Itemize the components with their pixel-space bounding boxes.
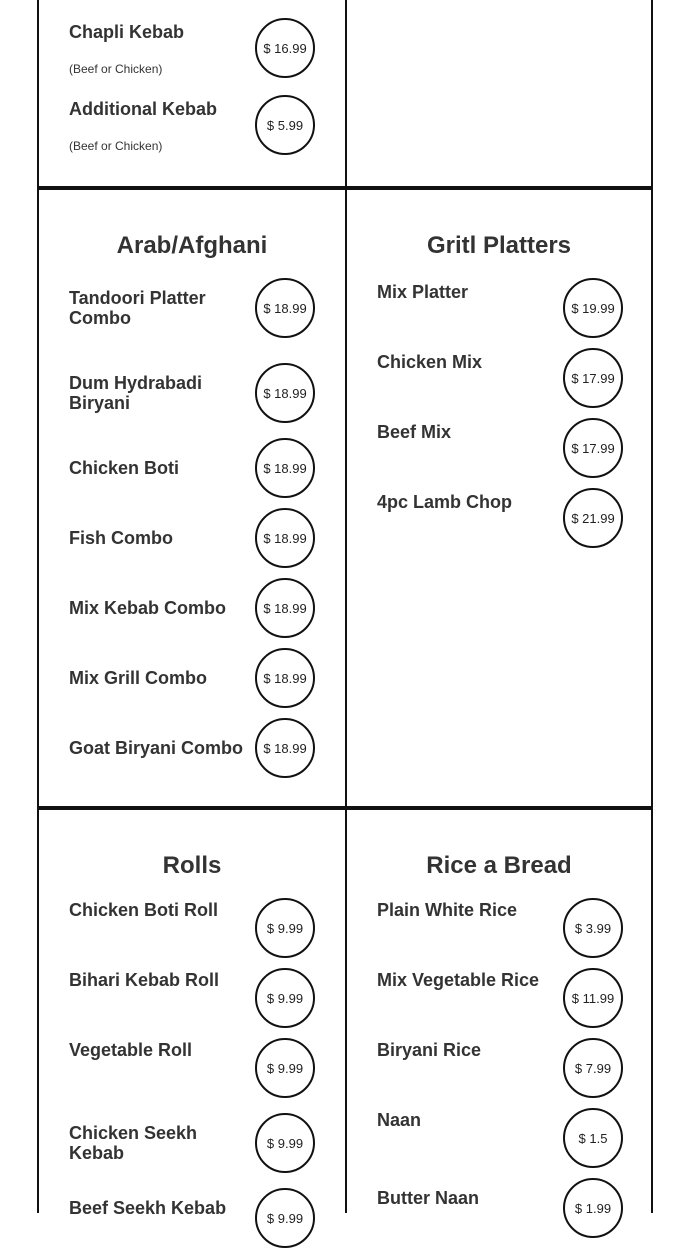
item-note: (Beef or Chicken) [69, 62, 163, 76]
item-name: Additional Kebab [69, 99, 217, 119]
section-title: Rice a Bread [426, 852, 572, 879]
menu-item [377, 348, 623, 408]
item-name: Dum Hydrabadi Biryani [69, 373, 203, 413]
price-badge: $ 1.99 [563, 1178, 623, 1238]
panel-arab-afghani [37, 190, 345, 810]
menu-item [377, 1178, 623, 1238]
item-name: Goat Biryani Combo [69, 738, 244, 758]
menu-item [377, 1038, 623, 1098]
menu-item-chapli-kebab [69, 18, 315, 78]
price-badge: $ 9.99 [255, 1038, 315, 1098]
price-badge: $ 17.99 [563, 418, 623, 478]
price-badge: $ 18.99 [255, 578, 315, 638]
item-name: Chicken Seekh Kebab [69, 1123, 198, 1163]
menu-item [69, 278, 315, 338]
item-name: Chicken Boti [69, 458, 180, 478]
menu-item [69, 508, 315, 568]
item-name: Vegetable Roll [69, 1040, 193, 1060]
price-badge: $ 5.99 [255, 95, 315, 155]
price-badge: $ 18.99 [255, 363, 315, 423]
price-badge: $ 19.99 [563, 278, 623, 338]
section-title: Gritl Platters [426, 232, 572, 259]
menu-item [69, 438, 315, 498]
section-title: Arab/Afghani [116, 232, 268, 259]
price-badge: $ 18.99 [255, 648, 315, 708]
menu-item [69, 1113, 315, 1173]
item-name: Bihari Kebab Roll [69, 970, 220, 990]
menu-item [377, 418, 623, 478]
price-badge: $ 21.99 [563, 488, 623, 548]
panel-rice-bread [345, 810, 653, 1216]
price-badge: $ 18.99 [255, 718, 315, 778]
item-name: Biryani Rice [377, 1040, 482, 1060]
item-name: 4pc Lamb Chop [377, 492, 513, 512]
menu-item [377, 278, 623, 338]
menu-item [69, 578, 315, 638]
price-badge: $ 1.5 [563, 1108, 623, 1168]
menu-item [377, 898, 623, 958]
item-name: Chicken Boti Roll [69, 900, 219, 920]
price-badge: $ 18.99 [255, 508, 315, 568]
item-name: Mix Platter [377, 282, 469, 302]
price-badge: $ 9.99 [255, 898, 315, 958]
price-badge: $ 16.99 [255, 18, 315, 78]
item-name: Fish Combo [69, 528, 173, 548]
item-name: Tandoori Platter Combo [69, 288, 206, 328]
item-name: Mix Grill Combo [69, 668, 208, 688]
price-badge: $ 18.99 [255, 278, 315, 338]
price-badge: $ 17.99 [563, 348, 623, 408]
item-name: Naan [377, 1110, 422, 1130]
price-badge: $ 9.99 [255, 968, 315, 1028]
menu-item-additional-kebab [69, 95, 315, 155]
item-note: (Beef or Chicken) [69, 139, 163, 153]
menu-item [69, 1188, 315, 1248]
menu-item [377, 968, 623, 1028]
item-name: Mix Kebab Combo [69, 598, 227, 618]
menu-item [69, 898, 315, 958]
price-badge: $ 7.99 [563, 1038, 623, 1098]
item-name: Beef Seekh Kebab [69, 1198, 227, 1218]
menu-item [69, 968, 315, 1028]
price-badge: $ 3.99 [563, 898, 623, 958]
item-name: Butter Naan [377, 1188, 480, 1208]
menu-item [69, 1038, 315, 1098]
panel-rolls [37, 810, 345, 1226]
menu-item [377, 1108, 623, 1168]
menu-item [69, 648, 315, 708]
menu-item [377, 488, 623, 548]
item-name: Chicken Mix [377, 352, 483, 372]
menu-item [69, 363, 315, 423]
item-name: Plain White Rice [377, 900, 518, 920]
item-name: Chapli Kebab [69, 22, 185, 42]
menu-item [69, 718, 315, 778]
panel-top-right [345, 0, 653, 190]
price-badge: $ 9.99 [255, 1113, 315, 1173]
section-title: Rolls [162, 852, 222, 879]
price-badge: $ 18.99 [255, 438, 315, 498]
panel-grill-platters [345, 190, 653, 810]
price-badge: $ 11.99 [563, 968, 623, 1028]
price-badge: $ 9.99 [255, 1188, 315, 1248]
item-name: Beef Mix [377, 422, 452, 442]
panel-top-left [37, 0, 345, 190]
item-name: Mix Vegetable Rice [377, 970, 540, 990]
